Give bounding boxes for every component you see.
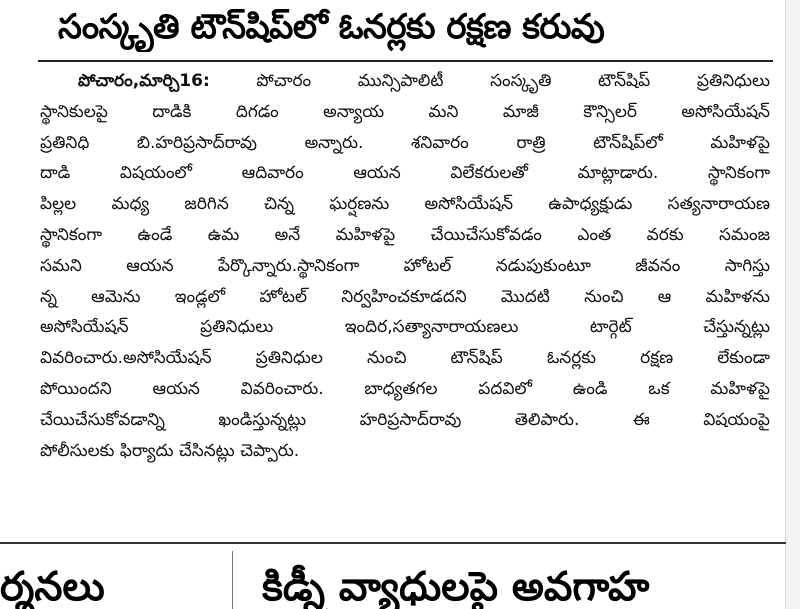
- body-line-5: పిల్లల మధ్య జరిగిన చిన్న ఘర్షణను అసోసియేషన్ ఉపాధ్యక్షుడు సత్యనారాయణ: [40, 194, 770, 215]
- body-line-6: స్థానికంగా ఉండే ఉమ అనే మహిళపై చేయిచేసుకోవడం ఎంత వరకు సమంజ: [40, 224, 770, 245]
- body-line-8: న్న ఆమెను ఇండ్లలో హోటల్ నిర్వహించకూడదని మొదటి నుంచి ఆ మహిళను: [40, 286, 770, 307]
- body-line-7: సమని ఆయన పేర్కొన్నారు.స్థానికంగా హోటల్ నడుపుకుంటూ జీవనం సాగిస్తు: [40, 255, 770, 276]
- body-line-1: [40, 66, 770, 97]
- body-line-1-text: పోచారం మున్సిపాలిటీ సంస్కృతి టౌన్‌షిప్ ప్రతినిధులు: [209, 71, 770, 91]
- article-body: [40, 66, 770, 526]
- body-line-2: స్థానికులపై దాడికి దిగడం అన్యాయ మని మాజీ కౌన్సిలర్ అసోసియేషన్: [40, 101, 770, 122]
- headline-divider: [38, 60, 773, 62]
- body-line-11: పోయిందని ఆయన వివరించారు. బాధ్యతగల పదవిలో ఉండి ఒక మహిళపై: [40, 378, 770, 399]
- body-line-10: వివరించారు.అసోసియేషన్ ప్రతినిధుల నుంచి టౌన్‌షిప్ ఓనర్లకు రక్షణ లేకుండా: [40, 348, 770, 369]
- body-line-3: ప్రతినిధి బి.హరిప్రసాద్‌రావు అన్నారు. శనివారం రాత్రి టౌన్‌షిప్‌లో మహిళపై: [40, 132, 770, 153]
- body-line-9: అసోసియేషన్ ప్రతినిధులు ఇందిర,సత్యానారాయణలు టార్గెట్ చేస్తున్నట్లు: [40, 317, 770, 338]
- body-line-4: దాడి విషయంలో ఆదివారం ఆయన విలేకరులతో మాట్లాడారు. స్థానికంగా: [40, 163, 770, 184]
- next-article-headline-right: కిడ్నీ వ్యాధులపై అవగాహ: [262, 564, 650, 609]
- body-line-12: చేయిచేసుకోవడాన్ని ఖండిస్తున్నట్లు హరిప్రసాద్‌రావు తెలిపారు. ఈ విషయంపై: [40, 409, 770, 430]
- section-divider: [0, 542, 786, 544]
- adjacent-column-edge: [785, 0, 800, 609]
- next-article-headline-left: ర్శనలు: [0, 564, 105, 609]
- dateline: పోచారం,మార్చి16:: [78, 71, 210, 91]
- column-divider: [232, 551, 233, 609]
- article-headline: సంస్కృతి టౌన్‌షిప్‌లో ఓనర్లకు రక్షణ కరువు: [58, 7, 605, 47]
- body-line-13: పోలీసులకు ఫిర్యాదు చేసినట్లు చెప్పారు.: [40, 440, 300, 461]
